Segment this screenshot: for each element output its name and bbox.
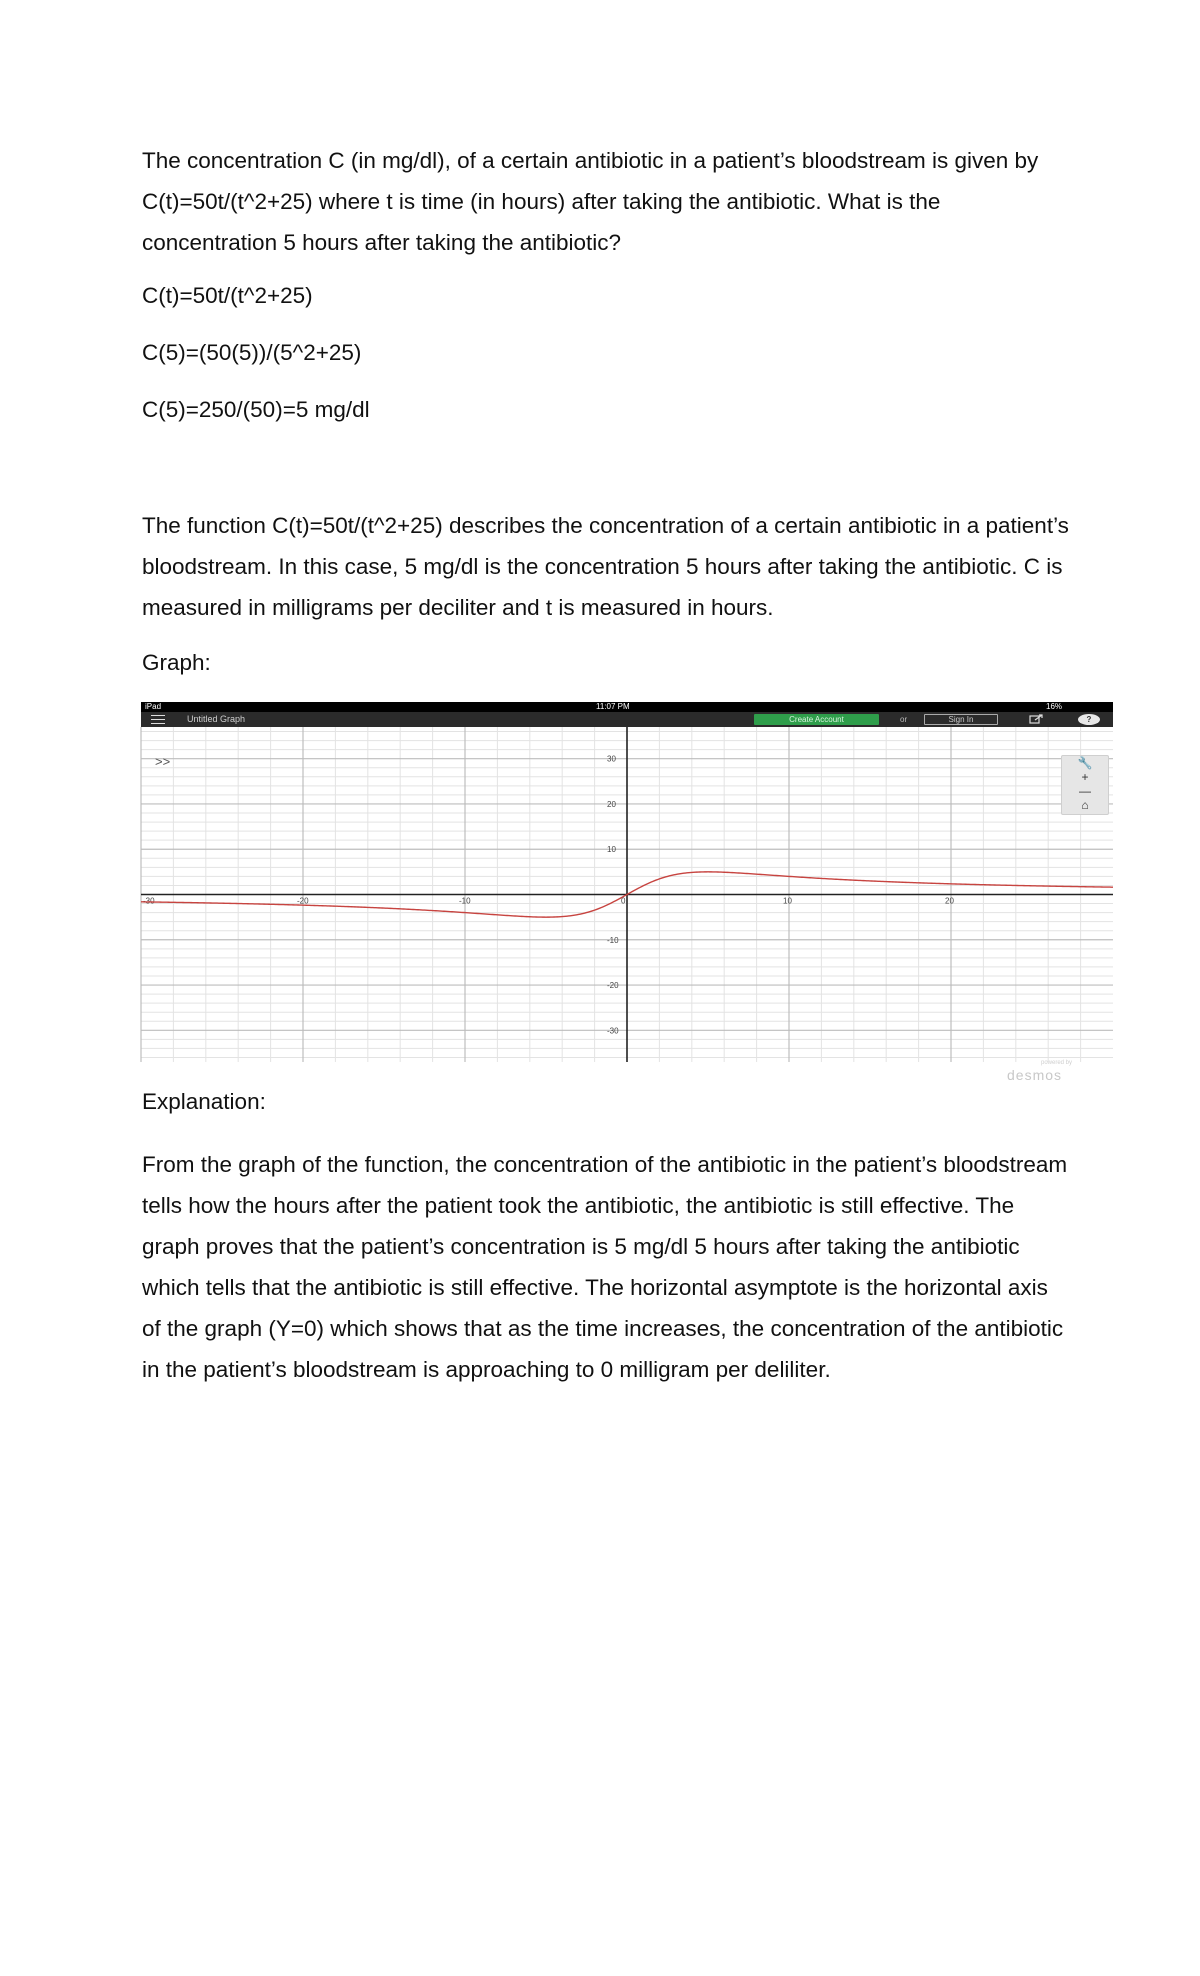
graph-screenshot xyxy=(141,702,1113,1083)
help-icon[interactable]: ? xyxy=(1078,714,1100,725)
wrench-icon[interactable]: 🔧 xyxy=(1077,756,1093,770)
x-tick-label: -20 xyxy=(297,896,309,906)
explanation-heading: Explanation: xyxy=(142,1089,266,1114)
y-tick-label: -30 xyxy=(607,1026,619,1036)
hamburger-menu-icon[interactable] xyxy=(151,715,165,724)
y-tick-label: 10 xyxy=(607,845,616,855)
home-icon[interactable]: ⌂ xyxy=(1081,798,1089,812)
problem-statement: The concentration C (in mg/dl), of a certain antibiotic in a patient’s bloodstream is given by C(t)=50t/(t^2+25) where t is time (in hours) after taking the antibiotic. What is the concentration 5 hours after taking the antibiotic? xyxy=(142,148,1039,255)
zoom-out-icon[interactable]: — xyxy=(1079,784,1091,798)
function-graph[interactable] xyxy=(141,727,1113,1062)
x-tick-label: -10 xyxy=(459,896,471,906)
x-tick-label: 20 xyxy=(945,896,954,906)
powered-by-label: powered by xyxy=(1041,1060,1073,1066)
graph-title[interactable]: Untitled Graph xyxy=(187,714,246,724)
equation-step-1: C(t)=50t/(t^2+25) xyxy=(142,283,313,308)
y-tick-label: 30 xyxy=(607,754,616,764)
expand-expressions-icon[interactable]: >> xyxy=(155,754,171,769)
desmos-logo: desmos xyxy=(1007,1067,1063,1083)
equation-step-3: C(5)=250/(50)=5 mg/dl xyxy=(142,397,370,422)
or-label: or xyxy=(900,715,908,724)
y-tick-label: 20 xyxy=(607,799,616,809)
x-tick-label: 10 xyxy=(783,896,792,906)
y-tick-label: -20 xyxy=(607,981,619,991)
status-time: 11:07 PM xyxy=(596,702,630,711)
x-tick-label: -30 xyxy=(143,896,155,906)
x-tick-label: 0 xyxy=(621,896,626,906)
status-battery: 16% xyxy=(1046,702,1063,711)
zoom-in-icon[interactable]: + xyxy=(1081,770,1089,784)
explanation-paragraph: From the graph of the function, the concentration of the antibiotic in the patient’s bloodstream tells how the hours after the patient took the antibiotic, the antibiotic is still effective. The graph proves that the patient’s concentration is 5 mg/dl 5 hours after taking the antibiotic which tells that the antibiotic is still effective. The horizontal asymptote is the horizontal axis of the graph (Y=0) which shows that as the time increases, the concentration of the antibiotic in the patient’s bloodstream is approaching to 0 milligram per deliliter. xyxy=(142,1152,1068,1382)
share-icon[interactable] xyxy=(1029,714,1043,724)
app-toolbar xyxy=(141,712,1113,727)
equation-step-2: C(5)=(50(5))/(5^2+25) xyxy=(142,340,362,365)
graph-heading: Graph: xyxy=(142,650,211,675)
create-account-button[interactable]: Create Account xyxy=(754,714,879,725)
y-tick-label: -10 xyxy=(607,935,619,945)
sign-in-button[interactable]: Sign In xyxy=(924,714,998,725)
status-device: iPad xyxy=(145,702,162,711)
device-status-bar xyxy=(141,702,1113,712)
zoom-controls xyxy=(1061,755,1109,815)
interpretation-paragraph: The function C(t)=50t/(t^2+25) describes the concentration of a certain antibiotic in a patient’s bloodstream. In this case, 5 mg/dl is the concentration 5 hours after taking the antibiotic. C is measured in milligrams per deciliter and t is measured in hours. xyxy=(142,513,1069,620)
graph-area[interactable] xyxy=(141,727,1113,1083)
